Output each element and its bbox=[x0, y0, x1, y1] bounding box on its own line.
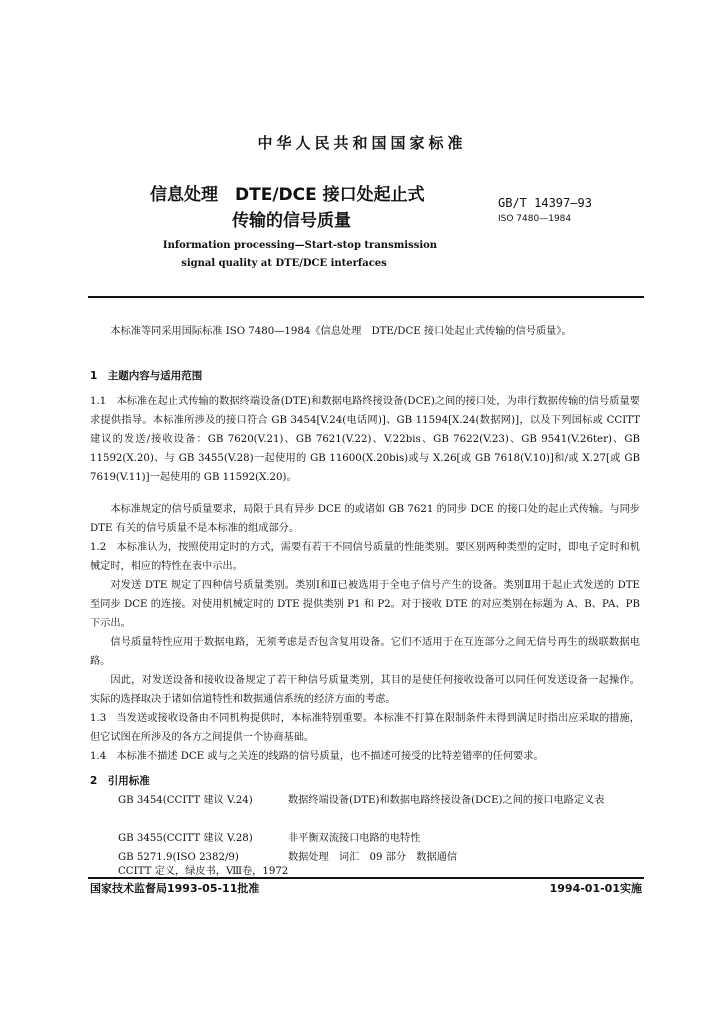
section-1-heading: 1 主题内容与适用范围 bbox=[90, 370, 203, 382]
paragraph-1-4: 1.4 本标准不描述 DCE 或与之关连的线路的信号质量，也不描述可接受的比特差错率的任何要求。 bbox=[90, 751, 544, 762]
intro-paragraph: 本标准等同采用国际标准 ISO 7480—1984《信息处理 DTE/DCE 接口处起止式传输的信号质量》。 bbox=[110, 326, 572, 337]
reference-code: GB 3455(CCITT 建议 V.28) bbox=[118, 833, 253, 844]
reference-code: GB 3454(CCITT 建议 V.24) bbox=[118, 795, 253, 806]
section-2-heading: 2 引用标准 bbox=[90, 775, 150, 787]
bottom-rule bbox=[88, 877, 644, 879]
title-cn-line1: 信息处理 DTE/DCE 接口处起止式 bbox=[150, 185, 425, 205]
title-en-line1: Information processing—Start-stop transmission bbox=[162, 240, 438, 251]
national-standard-header: 中华人民共和国国家标准 bbox=[257, 134, 467, 152]
implementation-date: 1994-01-01实施 bbox=[549, 882, 642, 895]
paragraph-1-2-application: 信号质量特性应用于数据电路，无须考虑是否包含复用设备。它们不适用于在互连部分之间无信号再生的级联数据电路。 bbox=[90, 637, 640, 667]
paragraph-1-1-scope: 本标准规定的信号质量要求，局限于具有异步 DCE 的或诸如 GB 7621 的同步 DCE 的接口处的起止式传输。与同步 DTE 有关的信号质量不是本标准的组成部分。 bbox=[90, 504, 640, 534]
paragraph-1-2-categories: 对发送 DTE 规定了四种信号质量类别。类别Ⅰ和Ⅱ已被选用于全电子信号产生的设备。类别Ⅱ用于起止式发送的 DTE 至同步 DCE 的连接。对使用机械定时的 DTE 提供类别 P1 和 P2。对于接收 DTE 的对应类别在标题为 A、B、PA、PB 下示出。 bbox=[90, 580, 640, 629]
paragraph-1-3: 1.3 当发送或接收设备由不同机构提供时，本标准特别重要。本标准不打算在限制条件未得到满足时指出应采取的措施，但它试图在所涉及的各方之间提供一个协商基础。 bbox=[90, 713, 640, 743]
reference-code: GB 5271.9(ISO 2382/9) bbox=[118, 852, 239, 863]
top-rule bbox=[88, 296, 644, 298]
title-cn-line2: 传输的信号质量 bbox=[232, 211, 351, 231]
reference-description: 数据终端设备(DTE)和数据电路终接设备(DCE)之间的接口电路定义表 bbox=[288, 795, 605, 806]
paragraph-1-2: 1.2 本标准认为，按照使用定时的方式，需要有若干不同信号质量的性能类别。要区别两种类型的定时，即电子定时和机械定时，相应的特性在表中示出。 bbox=[90, 542, 640, 572]
paragraph-1-1: 1.1 本标准在起止式传输的数据终端设备(DTE)和数据电路终接设备(DCE)之间的接口处，为串行数据传输的信号质量要求提供指导。本标准所涉及的接口符合 GB 3454[V.24(电话网)]、GB 11594[X.24(数据网)]，以及下列国标或 CCITT 建议的发送/接收设备：GB 7620(V.21)、GB 7621(V.22)、V.22bis、GB 7622(V.23)、GB 9541(V.26ter)、GB 11592(X.20)、与 GB 3455(V.28)一起使用的 GB 11600(X.20bis)或与 X.26[或 GB 7618(V.10)]和/或 X.27[或 GB 7619(V.11)]一起使用的 GB 11592(X.20)。 bbox=[90, 396, 640, 483]
reference-description: 非平衡双流接口电路的电特性 bbox=[288, 833, 421, 844]
iso-code: ISO 7480—1984 bbox=[498, 214, 572, 224]
paragraph-1-2-purpose: 因此，对发送设备和接收设备规定了若干种信号质量类别，其目的是使任何接收设备可以同任何发送设备一起操作。实际的选择取决于诸如信道特性和数据通信系统的经济方面的考虑。 bbox=[90, 675, 640, 705]
standard-code: GB/T 14397—93 bbox=[498, 196, 592, 210]
title-en-line2: signal quality at DTE/DCE interfaces bbox=[181, 258, 387, 269]
reference-code: CCITT 定义，绿皮书，Ⅷ卷，1972 bbox=[118, 866, 289, 877]
reference-description: 数据处理 词汇 09 部分 数据通信 bbox=[288, 852, 458, 863]
approval-note: 国家技术监督局1993-05-11批准 bbox=[90, 882, 260, 895]
